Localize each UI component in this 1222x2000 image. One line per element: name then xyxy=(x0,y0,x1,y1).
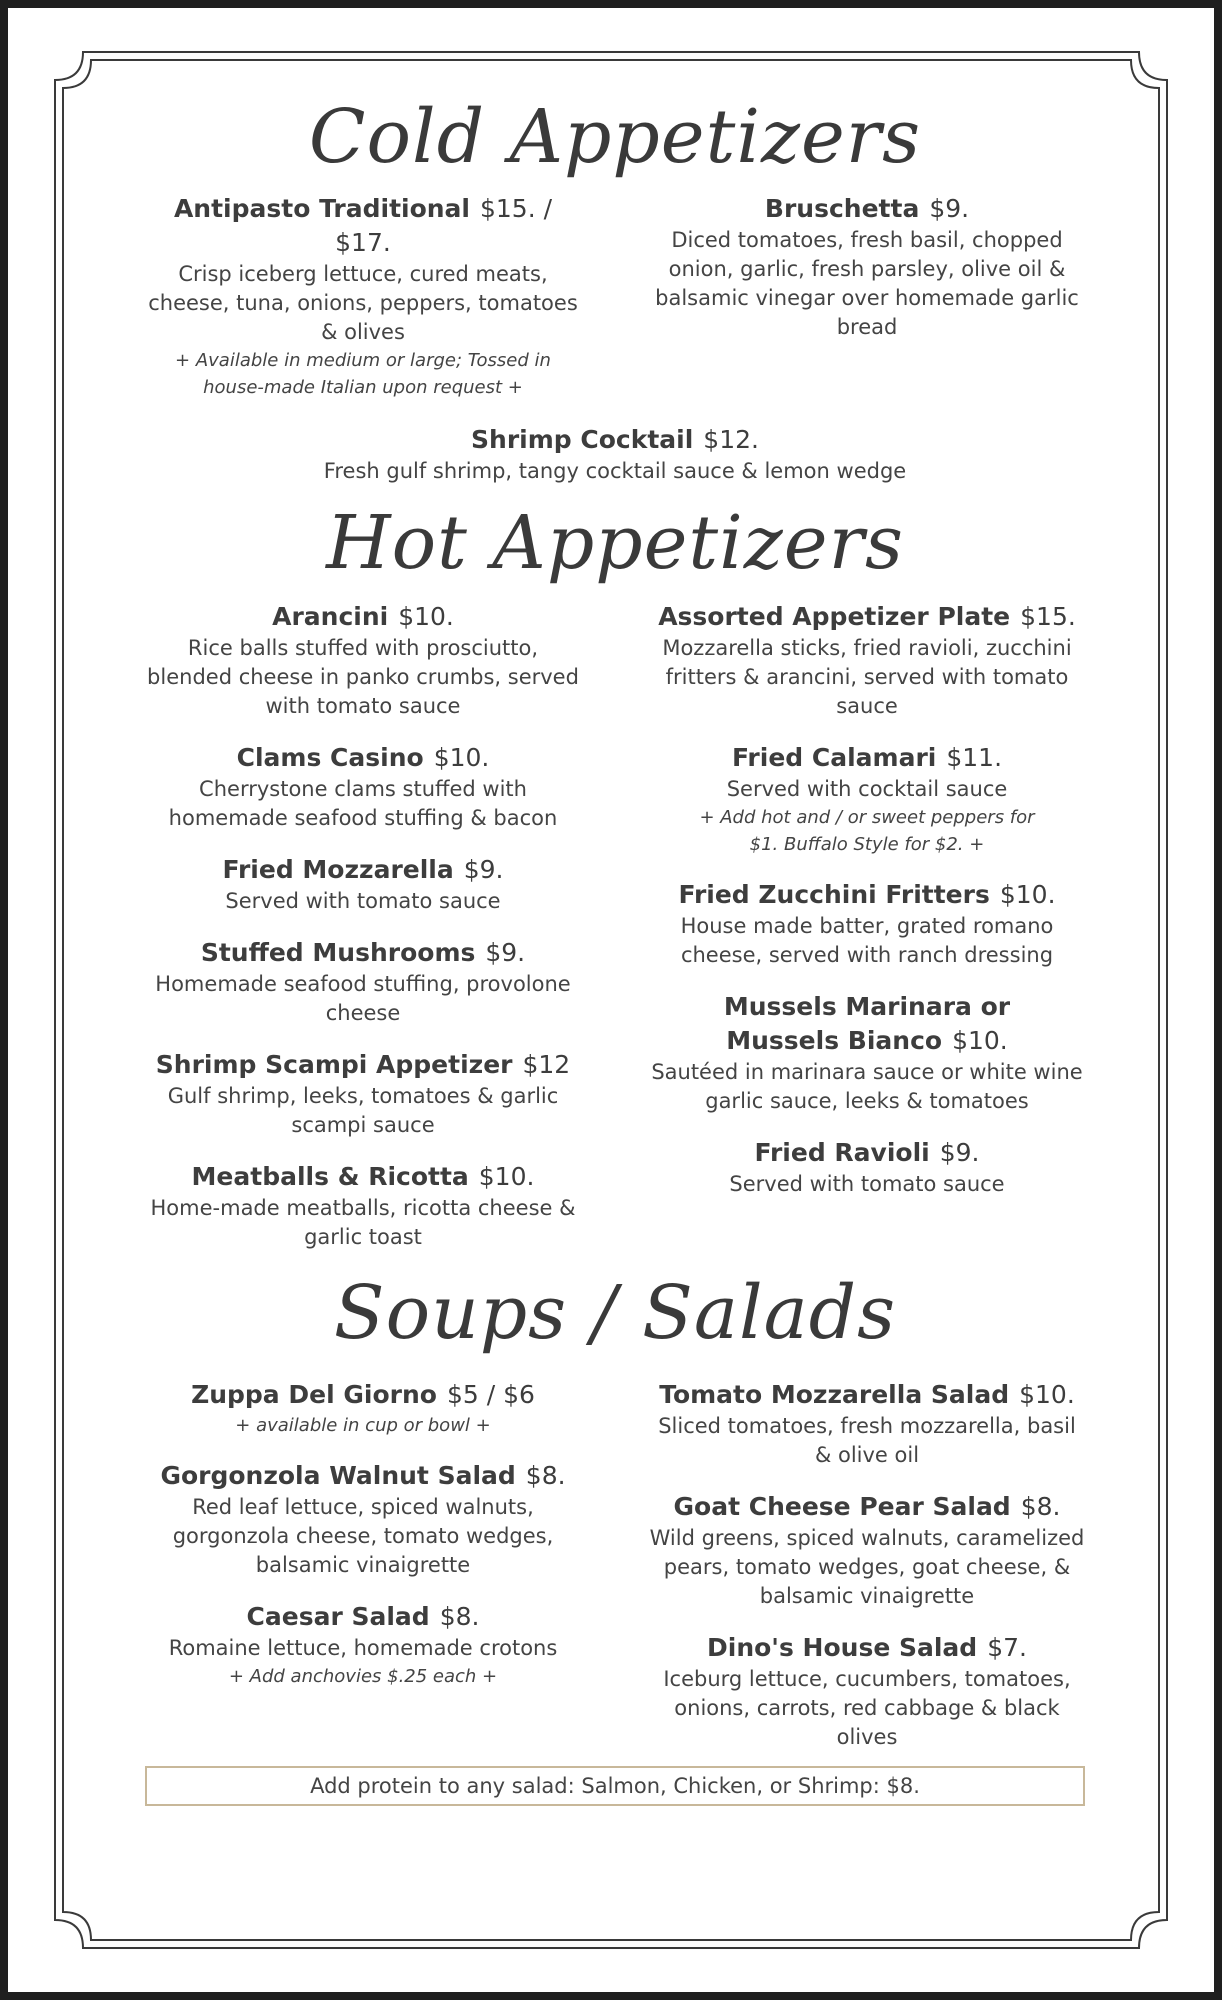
item-description: Romaine lettuce, homemade crotons xyxy=(168,1636,558,1660)
soups-salads-title: Soups / Salads xyxy=(333,1270,897,1356)
item-price: $9. xyxy=(485,938,526,967)
item-price: $8. xyxy=(525,1461,566,1490)
item-name: Dino's House Salad xyxy=(707,1633,978,1662)
menu-page xyxy=(8,8,1214,1992)
item-price: $10. xyxy=(999,880,1056,909)
item-description: Crisp iceberg lettuce, cured meats, cheese, tuna, onions, peppers, tomatoes & olives xyxy=(148,262,578,344)
cold-appetizers-title: Cold Appetizers xyxy=(308,94,922,180)
item-name: Gorgonzola Walnut Salad xyxy=(160,1461,516,1490)
item-name: Mussels Marinara or Mussels Bianco xyxy=(723,992,1011,1055)
item-price: $10. xyxy=(398,602,454,631)
item-price: $9. xyxy=(939,1138,980,1167)
item-price: $12 xyxy=(522,1050,571,1079)
item-price: $15. xyxy=(1020,602,1076,631)
item-name: Bruschetta xyxy=(764,194,920,223)
item-note: + available in cup or bowl + xyxy=(235,1415,491,1436)
item-description: Home-made meatballs, ricotta cheese & garlic toast xyxy=(150,1196,576,1249)
item-name: Shrimp Scampi Appetizer xyxy=(155,1050,513,1079)
item-price: $12. xyxy=(703,425,759,454)
item-name: Fried Ravioli xyxy=(754,1138,930,1167)
item-note: + Available in medium or large; Tossed in house-made Italian upon request + xyxy=(175,350,551,398)
item-name: Meatballs & Ricotta xyxy=(191,1162,469,1191)
item-name: Stuffed Mushrooms xyxy=(200,938,476,967)
item-description: Wild greens, spiced walnuts, caramelized pears, tomato wedges, goat cheese, & balsamic vinaigrette xyxy=(649,1526,1085,1608)
item-name: Arancini xyxy=(272,602,389,631)
item-description: Served with tomato sauce xyxy=(729,1172,1005,1196)
menu-item xyxy=(647,1378,1087,1470)
item-description: Sautéed in marinara sauce or white wine garlic sauce, leeks & tomatoes xyxy=(651,1060,1083,1113)
menu-item xyxy=(647,1490,1087,1611)
menu-item xyxy=(647,1136,1087,1199)
hot-appetizers-title: Hot Appetizers xyxy=(326,500,904,586)
item-description: Served with cocktail sauce xyxy=(726,777,1008,801)
item-name: Fried Calamari xyxy=(731,743,937,772)
item-price: $11. xyxy=(946,743,1003,772)
item-description: Homemade seafood stuffing, provolone cheese xyxy=(155,972,571,1025)
item-description: Red leaf lettuce, spiced walnuts, gorgonzola cheese, tomato wedges, balsamic vinaigrette xyxy=(172,1495,554,1577)
item-description: Rice balls stuffed with prosciutto, blended cheese in panko crumbs, served with tomato sauce xyxy=(147,636,579,718)
item-name: Tomato Mozzarella Salad xyxy=(659,1380,1010,1409)
item-description: Gulf shrimp, leeks, tomatoes & garlic scampi sauce xyxy=(167,1084,559,1137)
item-name: Shrimp Cocktail xyxy=(471,425,694,454)
cold-appetizers-columns xyxy=(143,192,1087,421)
item-price: $10. xyxy=(433,743,490,772)
menu-item xyxy=(143,936,583,1028)
protein-addon-note: Add protein to any salad: Salmon, Chicken, or Shrimp: $8. xyxy=(145,1766,1085,1806)
cold-right-column xyxy=(647,192,1087,421)
item-price: $8. xyxy=(1020,1492,1061,1521)
item-note: + Add hot and / or sweet peppers for $1. Buffalo Style for $2. + xyxy=(699,807,1035,855)
menu-item xyxy=(647,1631,1087,1752)
menu-item xyxy=(647,741,1087,858)
menu-item xyxy=(143,1048,583,1140)
item-price: $10. xyxy=(952,1026,1008,1055)
soups-salads-columns xyxy=(143,1378,1087,1752)
item-description: Cherrystone clams stuffed with homemade seafood stuffing & bacon xyxy=(168,777,558,830)
item-name: Caesar Salad xyxy=(246,1602,430,1631)
item-name: Antipasto Traditional xyxy=(173,194,470,223)
menu-item xyxy=(647,878,1087,970)
item-name: Assorted Appetizer Plate xyxy=(658,602,1011,631)
item-price: $10. xyxy=(1019,1380,1075,1409)
item-name: Clams Casino xyxy=(236,743,424,772)
item-price: $5 / $6 xyxy=(446,1380,535,1409)
menu-item xyxy=(647,192,1087,342)
item-price: $7. xyxy=(987,1633,1027,1662)
item-description: House made batter, grated romano cheese, served with ranch dressing xyxy=(680,914,1054,967)
hot-left-column xyxy=(143,600,583,1272)
menu-content xyxy=(143,94,1087,1806)
item-note: + Add anchovies $.25 each + xyxy=(228,1666,498,1687)
item-name: Fried Zucchini Fritters xyxy=(678,880,990,909)
item-price: $9. xyxy=(929,194,970,223)
item-price: $9. xyxy=(463,855,504,884)
item-price: $15. / $17. xyxy=(335,194,553,257)
menu-item xyxy=(143,192,583,401)
item-description: Served with tomato sauce xyxy=(225,889,501,913)
hot-right-column xyxy=(647,600,1087,1272)
item-price: $8. xyxy=(439,1602,480,1631)
soups-right-column xyxy=(647,1378,1087,1752)
item-name: Goat Cheese Pear Salad xyxy=(673,1492,1011,1521)
hot-appetizers-columns xyxy=(143,600,1087,1272)
menu-item xyxy=(143,1378,583,1439)
item-description: Fresh gulf shrimp, tangy cocktail sauce & lemon wedge xyxy=(323,459,907,483)
menu-item xyxy=(143,1160,583,1252)
item-description: Diced tomatoes, fresh basil, chopped onion, garlic, fresh parsley, olive oil & balsamic vinegar over homemade garlic bread xyxy=(655,228,1079,339)
item-name: Zuppa Del Giorno xyxy=(191,1380,437,1409)
menu-item xyxy=(143,1600,583,1690)
menu-item xyxy=(647,600,1087,721)
item-name: Fried Mozzarella xyxy=(222,855,454,884)
item-description: Sliced tomatoes, fresh mozzarella, basil & olive oil xyxy=(658,1414,1076,1467)
menu-item xyxy=(143,1459,583,1580)
item-price: $10. xyxy=(478,1162,535,1191)
menu-item xyxy=(143,600,583,721)
item-description: Iceburg lettuce, cucumbers, tomatoes, onions, carrots, red cabbage & black olives xyxy=(663,1667,1071,1749)
menu-item xyxy=(143,853,583,916)
item-description: Mozzarella sticks, fried ravioli, zucchini fritters & arancini, served with tomato sauce xyxy=(662,636,1072,718)
menu-item xyxy=(647,990,1087,1116)
cold-left-column xyxy=(143,192,583,421)
menu-item xyxy=(143,741,583,833)
soups-left-column xyxy=(143,1378,583,1752)
menu-item-centered xyxy=(143,423,1087,486)
